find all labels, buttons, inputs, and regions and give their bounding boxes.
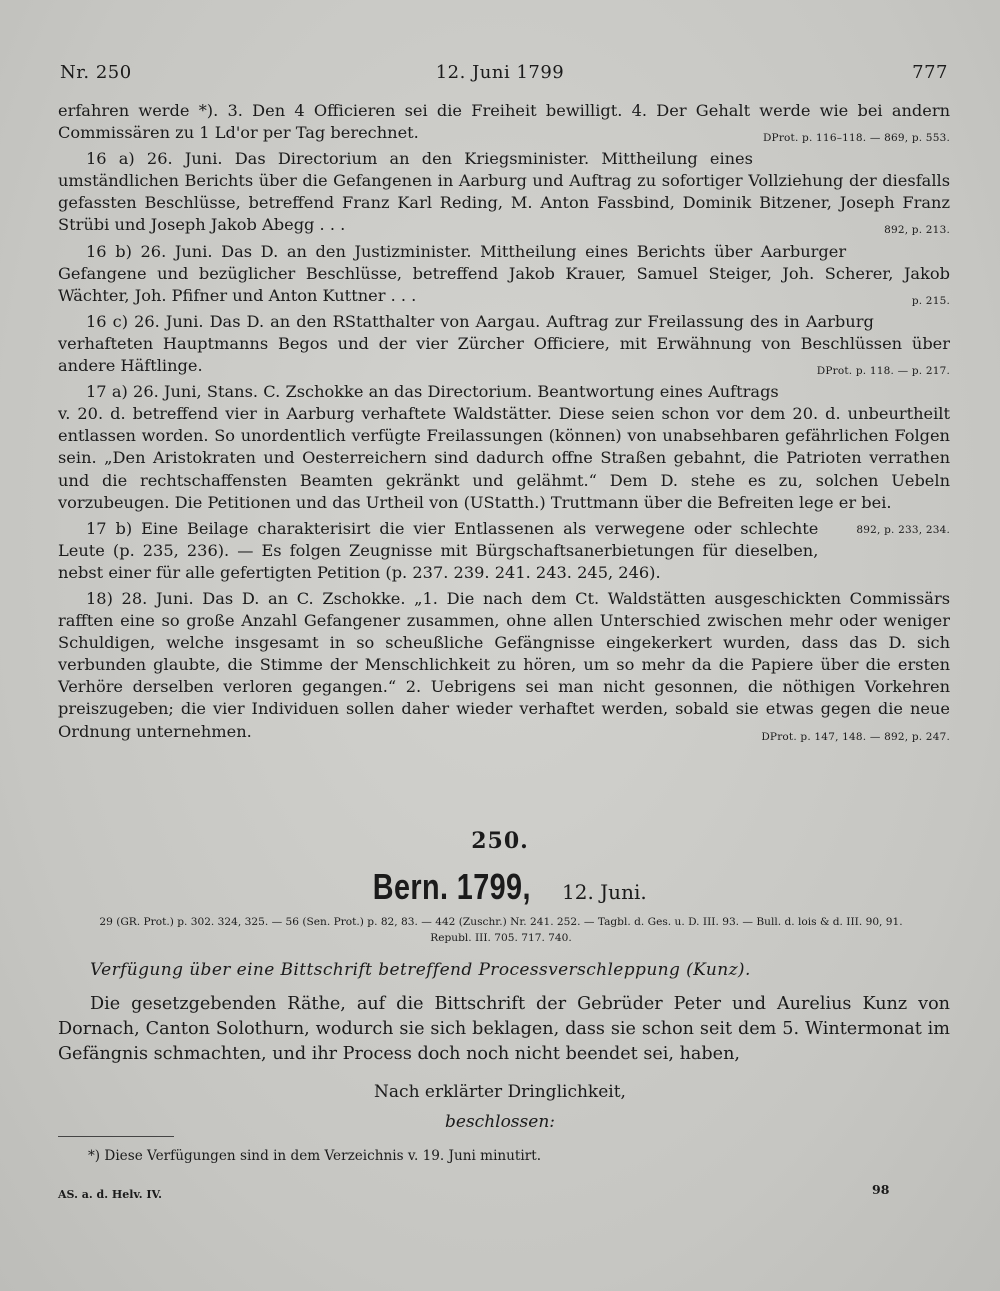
page-number: 777 — [912, 62, 948, 83]
decree-subject: Verfügung über eine Bittschrift betreffend Processverschleppung (Kunz). — [90, 960, 751, 980]
section-date: 12. Juni. — [562, 880, 647, 904]
paragraph: 17 b) Eine Beilage charakterisirt die vier Entlassenen als verwegene oder schlechte Leute (p. 235, 236). — Es folgen Zeugnisse mit Bürgschaftsanerbietungen für dieselben, nebst einer für alle gefertigten Petition (p. 237. 239. 241. 243. 245, 246). — [58, 518, 819, 582]
paragraph: 17 a) 26. Juni, Stans. C. Zschokke an das Directorium. Beantwortung eines Auftrags v. 20. d. betreffend vier in Aarburg verhaftete Waldstätter. Diese seien schon vor dem 20. d. unbeurtheilt entlassen worden. So unordentlich verfügte Freilassungen (können) von unabsehbaren gefährlichen Folgen sein. „Den Aristokraten und Oesterreichern sind dadurch offne Straßen gebahnt, die Patrioten verrathen und die rechtschaffensten Beamten gekränkt und gelähmt.“ Dem D. stehe es zu, solchen Uebeln vorzubeugen. Die Petitionen und das Urtheil von (UStatth.) Truttmann über die Befreiten lege er bei. 892, p. 233, 234. — [58, 381, 950, 514]
footnote-divider — [58, 1136, 174, 1137]
paragraph: 16 a) 26. Juni. Das Directorium an den Kriegsminister. Mittheilung eines umständlichen Berichts über die Gefangenen in Aarburg und Auftrag zu sofortiger Vollziehung der diesfalls gefassten Beschlüsse, betreffend Franz Karl Reding, M. Anton Fassbind, Dominik Bitzener, Joseph Franz Strübi und Joseph Jakob Abegg . . . 892, p. 213. — [58, 148, 950, 236]
reference: DProt. p. 116–118. — 869, p. 553. — [762, 132, 950, 145]
reference: DProt. p. 147, 148. — 892, p. 247. — [761, 730, 950, 743]
section-title — [0, 866, 1000, 908]
paragraph: 16 c) 26. Juni. Das D. an den RStatthalter von Aargau. Auftrag zur Freilassung des in Aarburg verhafteten Hauptmanns Begos und der vier Zürcher Officiere, mit Erwähnung von Beschlüssen über andere Häftlinge. DProt. p. 118. — p. 217. — [58, 311, 950, 377]
reference: p. 215. — [911, 294, 950, 307]
reference: 892, p. 233, 234. — [856, 523, 950, 536]
header-number: Nr. 250 — [60, 62, 132, 83]
reference: 892, p. 213. — [884, 224, 950, 237]
footnote: *) Diese Verfügungen sind in dem Verzeichnis v. 19. Juni minutirt. — [88, 1148, 542, 1164]
section-number: 250. — [471, 828, 529, 854]
source-references: 29 (GR. Prot.) p. 302. 324, 325. — 56 (Sen. Prot.) p. 82, 83. — 442 (Zuschr.) Nr. 241. 252. — Tagbl. d. Ges. u. D. III. 93. — Bull. d. lois & d. III. 90, 91. Republ. III. 705. 717. 740. — [99, 916, 903, 944]
decree-text: Die gesetzgebenden Räthe, auf die Bittschrift der Gebrüder Peter und Aurelius Kunz von Dornach, Canton Solothurn, wodurch sie sich beklagen, dass sie schon seit dem 5. Wintermonat im Gefängnis schmachten, und ihr Process doch noch nicht beendet sei, haben, — [58, 994, 950, 1064]
signature-mark: AS. a. d. Helv. IV. — [58, 1188, 162, 1201]
reference: DProt. p. 118. — p. 217. — [816, 365, 950, 378]
signature-number: 98 — [872, 1182, 890, 1197]
body-text — [58, 100, 950, 748]
header-date: 12. Juni 1799 — [435, 62, 565, 83]
paragraph: 18) 28. Juni. Das D. an C. Zschokke. „1. Die nach dem Ct. Waldstätten ausgeschickten Commissärs rafften eine so große Anzahl Gefangener zusammen, ohne allen Unterschied zwischen mehr oder weniger Schuldigen, welche insgesamt in so scheußliche Gefängnisse eingekerkert wurden, dass das D. sich verbunden glaubte, die Stimme der Menschlichkeit zu hören, um so mehr da die Papiere über die ersten Verhöre derselben verloren gegangen.“ 2. Uebrigens sei man nicht gesonnen, die nöthigen Vorkehren preiszugeben; die vier Individuen sollen daher wieder verhaftet werden, sobald sie etwas gegen die neue Ordnung unternehmen. DProt. p. 147, 148. — 892, p. 247. — [58, 588, 950, 743]
decree-urgency: Nach erklärter Dringlichkeit, — [374, 1082, 626, 1102]
paragraph: erfahren werde *). 3. Den 4 Officieren sei die Freiheit bewilligt. 4. Der Gehalt werde wie bei andern Commissären zu 1 Ld'or per Tag berechnet. DProt. p. 116–118. — 869, p. 553. — [58, 100, 950, 144]
decree-resolved: beschlossen: — [445, 1112, 555, 1132]
paragraph: 16 b) 26. Juni. Das D. an den Justizminister. Mittheilung eines Berichts über Aarburger Gefangene und bezüglicher Beschlüsse, betreffend Jakob Krauer, Samuel Steiger, Joh. Scherer, Jakob Wächter, Joh. Pfifner und Anton Kuttner . . . p. 215. — [58, 241, 950, 307]
section-city-year: Bern. 1799, — [373, 866, 532, 907]
